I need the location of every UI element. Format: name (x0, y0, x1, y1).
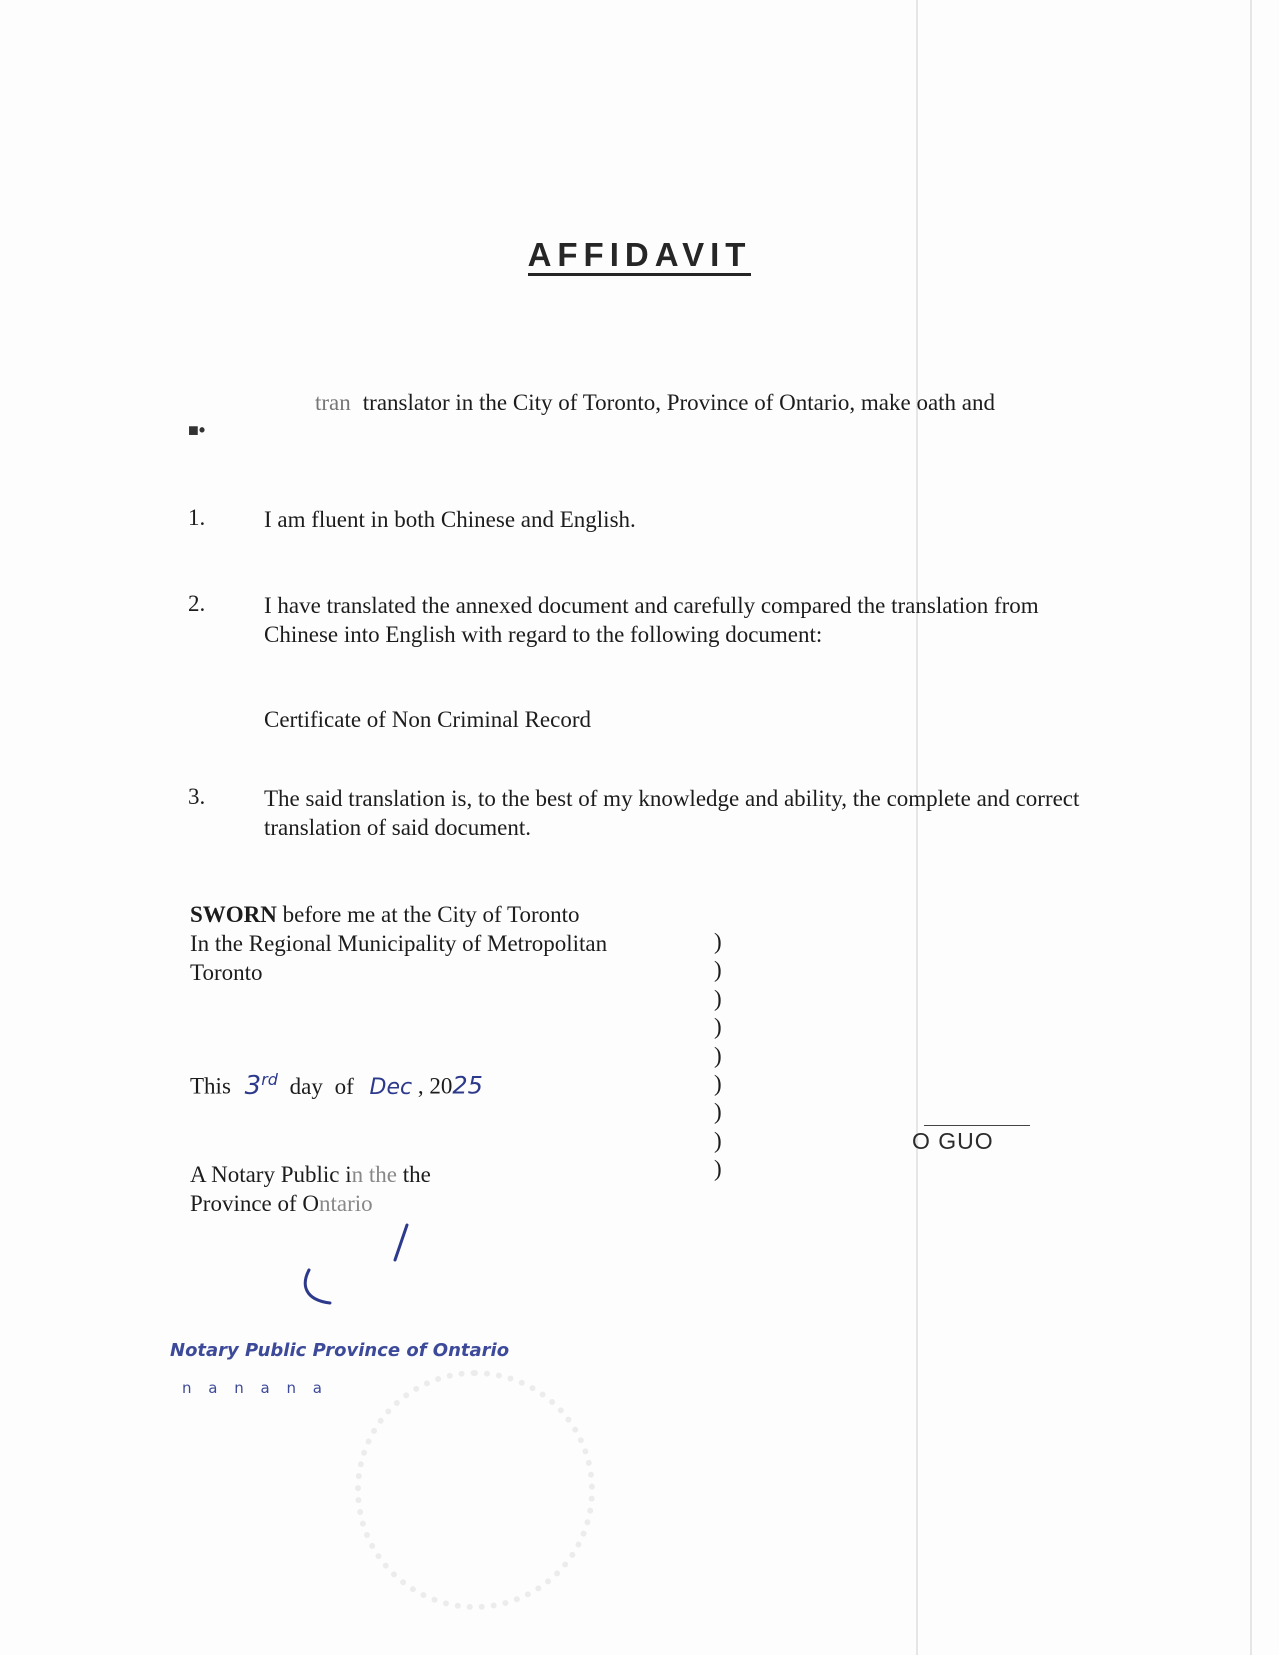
sworn-line2: In the Regional Municipality of Metropolitan (190, 931, 608, 956)
notary-line2-faded: ntario (319, 1191, 373, 1216)
date-year-prefix: , 20 (417, 1073, 453, 1099)
notary-line1-start: A Notary Public i (190, 1162, 352, 1187)
sworn-label: SWORN (190, 902, 277, 927)
document-name: Certificate of Non Criminal Record (264, 707, 592, 732)
date-line (190, 1070, 483, 1101)
signatory-name: O GUO (912, 1128, 994, 1154)
date-year: 25 (452, 1071, 483, 1100)
item-text: I am fluent in both Chinese and English. (264, 507, 636, 532)
bracket-column: ) ) ) ) ) ) ) ) ) (714, 929, 722, 1182)
notary-line2-start: Province of O (190, 1191, 320, 1216)
document-title: AFFIDAVIT (0, 236, 1279, 276)
sworn-line3: Toronto (190, 960, 263, 985)
item-text: The said translation is, to the best of my knowledge and ability, the complete and correct translation of said document. (264, 786, 1080, 840)
date-day-of: day of (289, 1073, 354, 1099)
item-number: 2. (188, 591, 206, 616)
date-day: 3 (244, 1070, 262, 1101)
date-month: Dec (369, 1074, 413, 1100)
notary-line1-faded: n the (351, 1162, 397, 1187)
notary-line1-end: the (402, 1162, 431, 1187)
date-day-suffix: rd (261, 1070, 278, 1089)
embossed-seal (355, 1370, 595, 1610)
item-number: 1. (188, 505, 206, 530)
signature-line (924, 1125, 1030, 1126)
date-this: This (190, 1073, 231, 1099)
stamp-line1: Notary Public Province of Ontario (170, 1340, 510, 1361)
intro-line (315, 390, 995, 416)
notary-block (190, 1160, 431, 1218)
sworn-line1: before me at the City of Toronto (282, 902, 580, 927)
sworn-block (190, 900, 607, 987)
redaction-mark: ■• (188, 420, 206, 440)
intro-fragment: tran (315, 390, 351, 415)
intro-text: translator in the City of Toronto, Province of Ontario, make oath and (362, 390, 996, 415)
handwritten-signature (295, 1215, 435, 1315)
item-number: 3. (188, 784, 206, 809)
item-text: I have translated the annexed document and carefully compared the translation from Chinese into English with regard to the following document: (264, 593, 1039, 647)
stamp-line2: n a n a n a (182, 1379, 328, 1397)
notary-stamp (170, 1340, 509, 1397)
